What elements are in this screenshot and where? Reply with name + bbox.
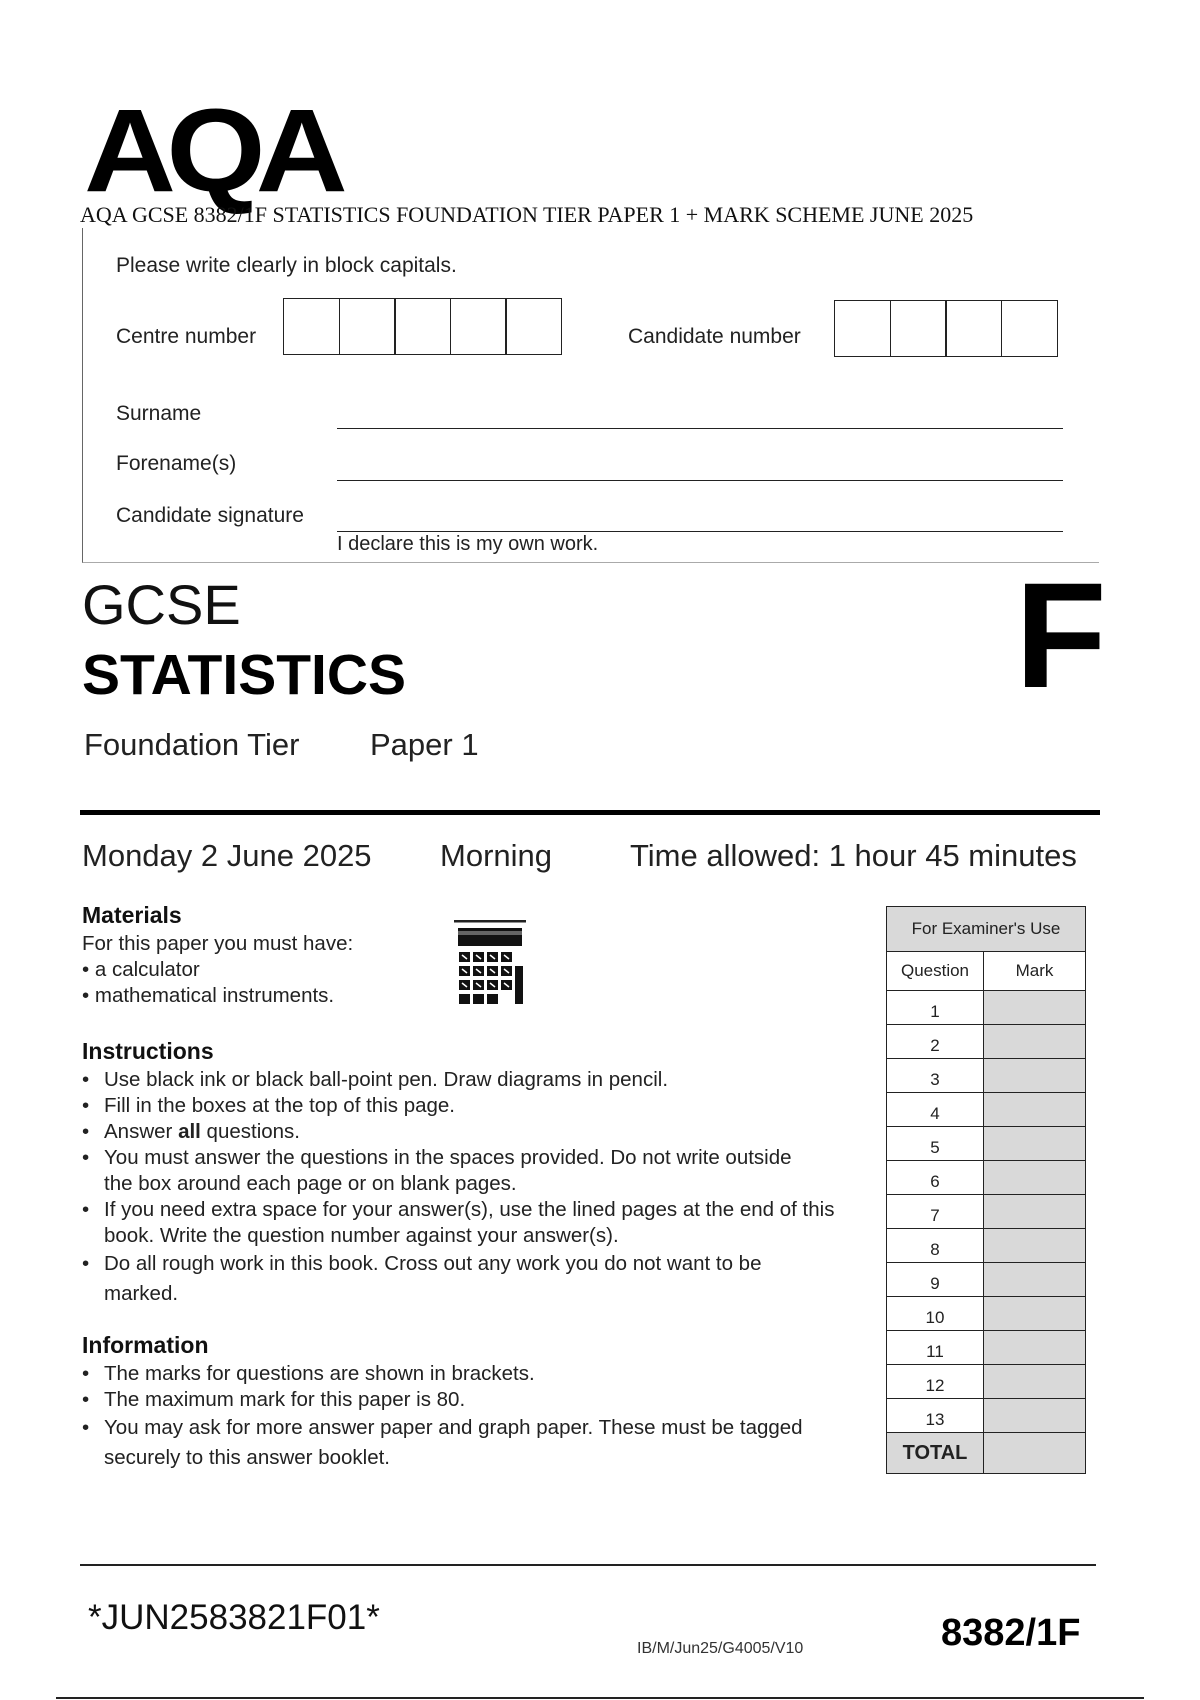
materials-block [82, 931, 462, 1009]
mark-cell[interactable] [984, 1161, 1086, 1195]
instructions-heading: Instructions [82, 1038, 214, 1064]
question-number: 6 [887, 1161, 984, 1195]
mark-cell[interactable] [984, 1399, 1086, 1433]
instruction-item: • Fill in the boxes at the top of this page. [82, 1093, 872, 1119]
paper-label: Paper 1 [370, 727, 479, 762]
block-capitals-instruction: Please write clearly in block capitals. [116, 254, 457, 277]
instruction-item: • You must answer the questions in the spaces provided. Do not write outside the box around each page or on blank pages. [82, 1145, 804, 1197]
candidate-number-boxes[interactable] [834, 300, 1058, 357]
candidate-digit-box[interactable] [890, 300, 947, 357]
information-item: • The marks for questions are shown in brackets. [82, 1361, 822, 1387]
information-heading: Information [82, 1332, 209, 1358]
question-number: 13 [887, 1399, 984, 1433]
instructions-list [82, 1067, 872, 1309]
exam-session: Morning [440, 838, 552, 873]
mark-cell[interactable] [984, 1297, 1086, 1331]
tier-letter: F [1015, 551, 1107, 719]
question-number: 2 [887, 1025, 984, 1059]
centre-number-label: Centre number [116, 325, 257, 348]
mark-cell[interactable] [984, 1263, 1086, 1297]
document-header: AQA GCSE 8382/1F STATISTICS FOUNDATION TIER PAPER 1 + MARK SCHEME JUNE 2025 [80, 202, 974, 227]
centre-digit-box[interactable] [394, 298, 451, 355]
mark-cell[interactable] [984, 1195, 1086, 1229]
centre-digit-box[interactable] [339, 298, 396, 355]
question-number: 4 [887, 1093, 984, 1127]
centre-digit-box[interactable] [283, 298, 340, 355]
examiner-use-table [886, 906, 1086, 1474]
question-number: 8 [887, 1229, 984, 1263]
exam-date: Monday 2 June 2025 [82, 838, 372, 873]
tier-label: Foundation Tier [84, 727, 300, 762]
declaration-text: I declare this is my own work. [337, 533, 599, 555]
calculator-icon [452, 918, 528, 1014]
materials-heading: Materials [82, 902, 182, 928]
mark-cell[interactable] [984, 1365, 1086, 1399]
mark-column-header: Mark [984, 952, 1086, 991]
question-number: 12 [887, 1365, 984, 1399]
question-number: 10 [887, 1297, 984, 1331]
information-item: • You may ask for more answer paper and graph paper. These must be tagged securely to this answer booklet. [82, 1413, 824, 1473]
question-number: 9 [887, 1263, 984, 1297]
centre-digit-box[interactable] [450, 298, 507, 355]
mark-cell[interactable] [984, 1331, 1086, 1365]
mark-cell[interactable] [984, 1059, 1086, 1093]
mark-cell[interactable] [984, 1093, 1086, 1127]
paper-code: 8382/1F [941, 1612, 1081, 1654]
qualification-title: GCSE [82, 573, 241, 636]
instruction-item: • Answer all questions. [82, 1119, 872, 1145]
mark-cell[interactable] [984, 1229, 1086, 1263]
instruction-item: • Use black ink or black ball-point pen. Draw diagrams in pencil. [82, 1067, 872, 1093]
materials-intro: For this paper you must have: [82, 932, 354, 955]
materials-item: • a calculator [82, 958, 200, 981]
total-label: TOTAL [887, 1433, 984, 1474]
signature-label: Candidate signature [116, 504, 304, 527]
surname-field[interactable] [337, 428, 1063, 429]
candidate-digit-box[interactable] [1001, 300, 1058, 357]
information-list [82, 1361, 822, 1473]
materials-item: • mathematical instruments. [82, 984, 335, 1007]
candidate-digit-box[interactable] [834, 300, 891, 357]
mark-cell[interactable] [984, 1127, 1086, 1161]
title-divider [80, 810, 1100, 815]
question-number: 3 [887, 1059, 984, 1093]
centre-number-boxes[interactable] [283, 298, 562, 355]
time-allowed: Time allowed: 1 hour 45 minutes [630, 838, 1077, 873]
question-number: 11 [887, 1331, 984, 1365]
mark-cell[interactable] [984, 1025, 1086, 1059]
question-column-header: Question [887, 952, 984, 991]
candidate-number-label: Candidate number [628, 325, 801, 348]
signature-field[interactable] [337, 531, 1063, 532]
centre-digit-box[interactable] [505, 298, 562, 355]
mark-cell[interactable] [984, 991, 1086, 1025]
candidate-digit-box[interactable] [945, 300, 1002, 357]
information-item: • The maximum mark for this paper is 80. [82, 1387, 822, 1413]
total-mark-cell[interactable] [984, 1433, 1086, 1474]
instruction-item: • Do all rough work in this book. Cross out any work you do not want to be marked. [82, 1249, 804, 1309]
question-number: 7 [887, 1195, 984, 1229]
barcode-text: *JUN2583821F01* [88, 1598, 380, 1637]
subject-title: STATISTICS [82, 643, 407, 707]
forenames-label: Forename(s) [116, 452, 237, 475]
forenames-field[interactable] [337, 480, 1063, 481]
question-number: 5 [887, 1127, 984, 1161]
question-number: 1 [887, 991, 984, 1025]
page-bottom-rule [56, 1697, 1144, 1699]
examiner-table-heading: For Examiner's Use [887, 907, 1086, 952]
aqa-logo: AQA [84, 85, 339, 217]
surname-label: Surname [116, 402, 202, 425]
instruction-item: • If you need extra space for your answer(s), use the lined pages at the end of this book. Write the question number against your answer(s). [82, 1197, 872, 1249]
footer-divider [80, 1564, 1096, 1566]
reference-code: IB/M/Jun25/G4005/V10 [637, 1640, 804, 1657]
